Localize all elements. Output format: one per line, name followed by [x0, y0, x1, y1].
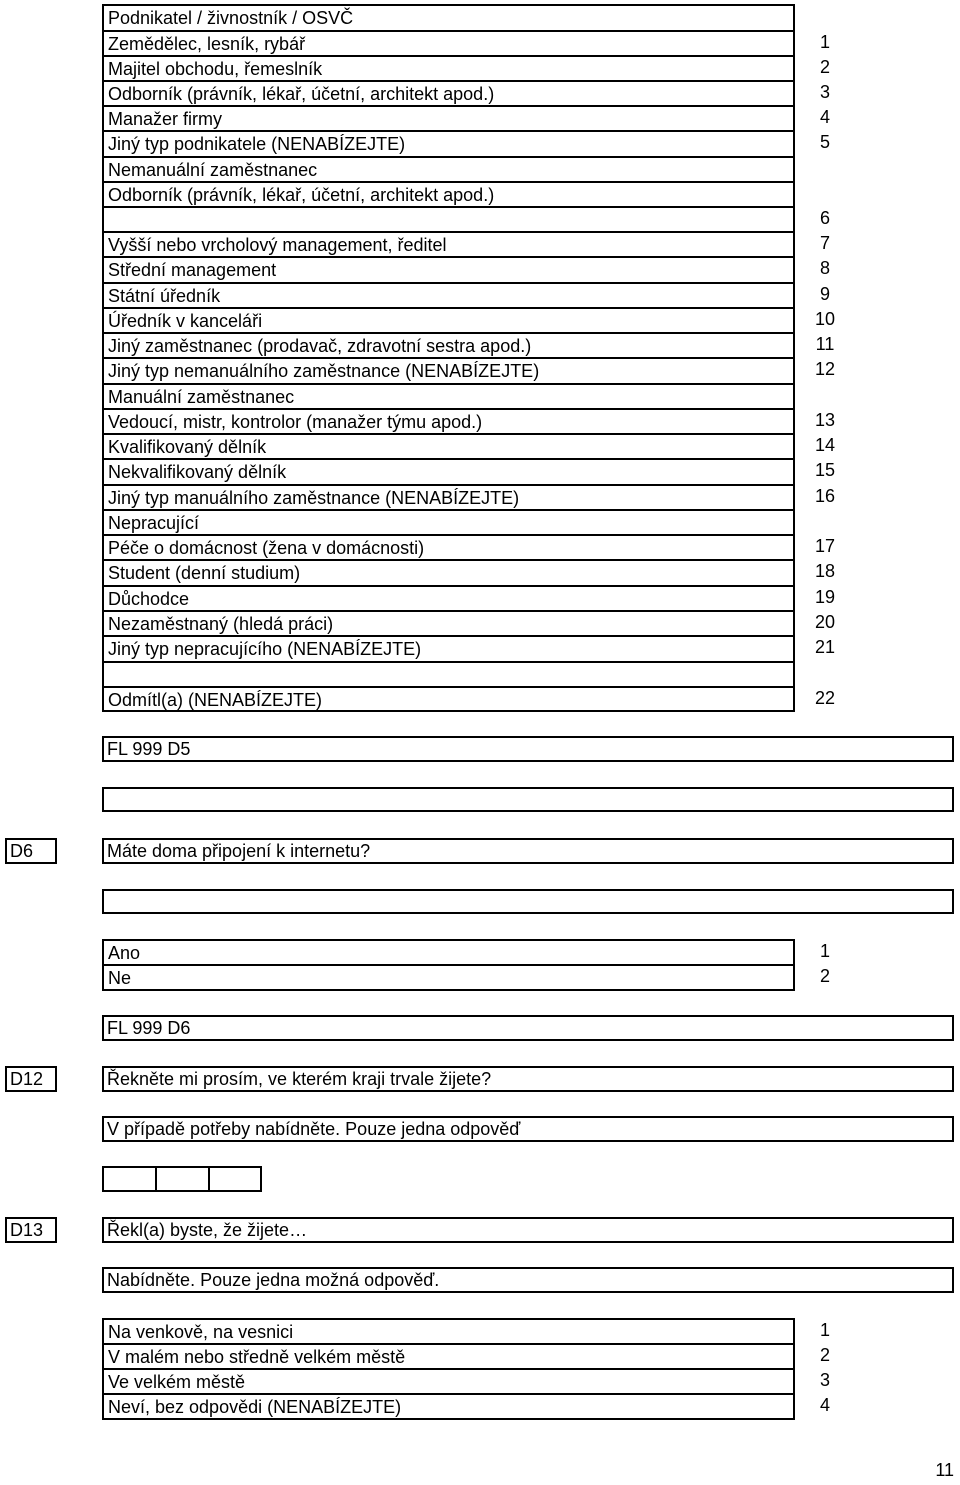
list-item: Majitel obchodu, řemeslník: [102, 55, 795, 81]
answer-code: 1: [819, 941, 830, 961]
list-item: Nekvalifikovaný dělník: [102, 458, 795, 484]
option-item[interactable]: Ve velkém městě: [102, 1368, 795, 1394]
list-item: Jiný typ nepracujícího (NENABÍZEJTE): [102, 635, 795, 661]
answer-code: 4: [819, 107, 830, 127]
answer-code: 12: [814, 359, 836, 379]
answer-code: 2: [819, 966, 830, 986]
question-id: D6: [10, 841, 34, 861]
option-yes[interactable]: Ano: [102, 939, 795, 965]
filter-d5-box: [102, 736, 954, 762]
option-no[interactable]: Ne: [102, 964, 795, 991]
question-box: [102, 838, 954, 864]
question-text: Řekl(a) byste, že žijete…: [107, 1220, 308, 1240]
question-text: Řekněte mi prosím, ve kterém kraji trvale žijete?: [107, 1069, 492, 1089]
question-id-box: [5, 838, 57, 864]
list-item: Péče o domácnost (žena v domácnosti): [102, 534, 795, 560]
list-item: Zemědělec, lesník, rybář: [102, 30, 795, 56]
option-item[interactable]: Na venkově, na vesnici: [102, 1318, 795, 1344]
list-item: Odmítl(a) (NENABÍZEJTE): [102, 686, 795, 712]
answer-code: 3: [819, 82, 830, 102]
answer-code: 2: [819, 57, 830, 77]
filter-d6-label: FL 999 D6: [107, 1018, 191, 1038]
answer-code: 16: [814, 486, 836, 506]
answer-digit-box[interactable]: [155, 1166, 210, 1192]
list-item: Jiný typ manuálního zaměstnance (NENABÍZEJTE): [102, 484, 795, 510]
list-item: [102, 206, 795, 232]
answer-code: 10: [814, 309, 836, 329]
list-item: Úředník v kanceláři: [102, 307, 795, 333]
list-item: Jiný zaměstnanec (prodavač, zdravotní sestra apod.): [102, 332, 795, 358]
answer-code: 14: [814, 435, 836, 455]
instruction-text: V případě potřeby nabídněte. Pouze jedna odpověď: [107, 1119, 521, 1139]
answer-code: 13: [814, 410, 836, 430]
list-item: Vyšší nebo vrcholový management, ředitel: [102, 231, 795, 257]
answer-bar[interactable]: [102, 889, 954, 914]
question-id: D13: [10, 1220, 44, 1240]
answer-code: 5: [819, 132, 830, 152]
answer-code: 20: [814, 612, 836, 632]
answer-code: 4: [819, 1395, 830, 1415]
answer-code: 21: [814, 637, 836, 657]
list-item: Důchodce: [102, 585, 795, 611]
answer-code: 9: [819, 284, 830, 304]
answer-code: 8: [819, 258, 830, 278]
filter-d6-box: [102, 1015, 954, 1041]
list-item: Státní úředník: [102, 282, 795, 308]
list-item: Manažer firmy: [102, 105, 795, 131]
list-item: Nemanuální zaměstnanec: [102, 156, 795, 182]
answer-code: 17: [814, 536, 836, 556]
instruction-box: [102, 1267, 954, 1293]
list-item: Jiný typ nemanuálního zaměstnance (NENABÍZEJTE): [102, 357, 795, 383]
answer-bar[interactable]: [102, 787, 954, 812]
list-item: Kvalifikovaný dělník: [102, 433, 795, 459]
answer-code: 19: [814, 587, 836, 607]
answer-code: 22: [814, 688, 836, 708]
page-number: 11: [935, 1460, 954, 1480]
option-item[interactable]: V malém nebo středně velkém městě: [102, 1343, 795, 1369]
answer-code: 6: [819, 208, 830, 228]
answer-code: 18: [814, 561, 836, 581]
question-box: [102, 1066, 954, 1092]
question-id-box: [5, 1217, 57, 1243]
list-item: [102, 661, 795, 687]
list-item: Jiný typ podnikatele (NENABÍZEJTE): [102, 130, 795, 156]
list-item: Vedoucí, mistr, kontrolor (manažer týmu apod.): [102, 408, 795, 434]
answer-code: 2: [819, 1345, 830, 1365]
filter-d5-label: FL 999 D5: [107, 739, 191, 759]
answer-code: 1: [819, 32, 830, 52]
list-item: Student (denní studium): [102, 559, 795, 585]
instruction-box: [102, 1116, 954, 1142]
answer-code: 11: [815, 334, 835, 354]
question-box: [102, 1217, 954, 1243]
answer-code: 3: [819, 1370, 830, 1390]
answer-digit-box[interactable]: [208, 1166, 262, 1192]
answer-digit-box[interactable]: [102, 1166, 157, 1192]
answer-code: 1: [819, 1320, 830, 1340]
question-id: D12: [10, 1069, 44, 1089]
list-item: Nepracující: [102, 509, 795, 535]
instruction-text: Nabídněte. Pouze jedna možná odpověď.: [107, 1270, 440, 1290]
question-text: Máte doma připojení k internetu?: [107, 841, 371, 861]
answer-code: 7: [819, 233, 830, 253]
list-item: Odborník (právník, lékař, účetní, architekt apod.): [102, 80, 795, 106]
list-item: Nezaměstnaný (hledá práci): [102, 610, 795, 636]
list-item: Odborník (právník, lékař, účetní, architekt apod.): [102, 181, 795, 207]
list-item: Podnikatel / živnostník / OSVČ: [102, 4, 795, 30]
list-item: Střední management: [102, 256, 795, 282]
answer-code: 15: [814, 460, 836, 480]
option-item[interactable]: Neví, bez odpovědi (NENABÍZEJTE): [102, 1393, 795, 1420]
list-item: Manuální zaměstnanec: [102, 383, 795, 409]
question-id-box: [5, 1066, 57, 1092]
